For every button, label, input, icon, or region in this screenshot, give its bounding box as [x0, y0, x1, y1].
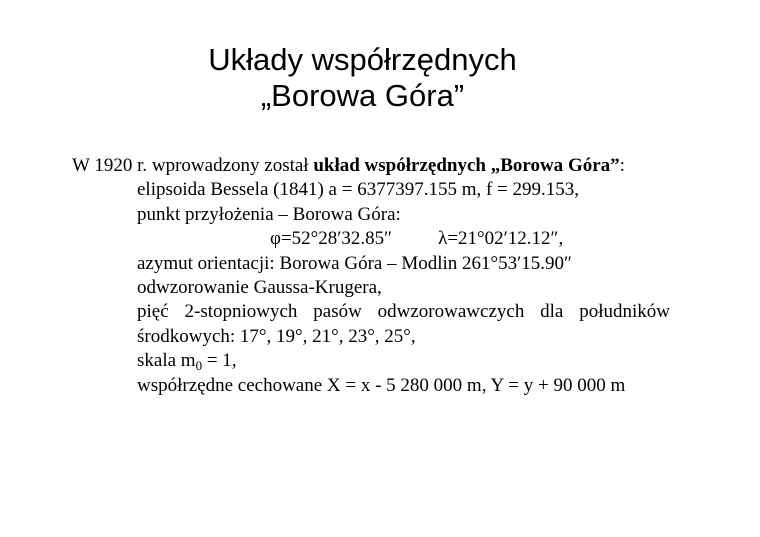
longitude-value: λ=21°02′12.12″, — [438, 228, 564, 250]
zones-line: pięć 2-stopniowych pasów odwzorowawczych dla południków środkowych: 17°, 19°, 21°, 23°, 25°, — [137, 301, 670, 347]
scale-suffix: = 1, — [202, 350, 237, 372]
slide-title — [0, 42, 725, 114]
slide-body — [72, 154, 670, 398]
intro-prefix: W 1920 r. wprowadzony został — [72, 155, 314, 176]
intro-paragraph — [72, 154, 670, 178]
azimuth-line: azymut orientacji: Borowa Góra – Modlin 261°53′15.90″ — [137, 252, 572, 274]
title-line-2: „Borowa Góra” — [260, 78, 465, 113]
title-line-1: Układy współrzędnych — [208, 42, 517, 77]
latitude-value: φ=52°28′32.85″ — [270, 228, 393, 250]
origin-coordinates — [72, 227, 670, 251]
origin-line: punkt przyłożenia – Borowa Góra: — [137, 203, 401, 225]
ellipsoid-line: elipsoida Bessela (1841) a = 6377397.155 m, f = 299.153, — [137, 179, 580, 201]
intro-bold-2: Góra” — [567, 155, 620, 176]
coordinates-line: współrzędne cechowane X = x - 5 280 000 m, Y = y + 90 000 m — [137, 374, 626, 396]
scale-prefix: skala m — [137, 350, 196, 372]
intro-bold-1: układ współrzędnych „Borowa — [313, 155, 564, 176]
scale-line — [72, 349, 670, 373]
intro-suffix: : — [619, 155, 625, 176]
scale-subscript: 0 — [195, 358, 203, 374]
projection-line: odwzorowanie Gaussa-Krugera, — [137, 277, 382, 299]
